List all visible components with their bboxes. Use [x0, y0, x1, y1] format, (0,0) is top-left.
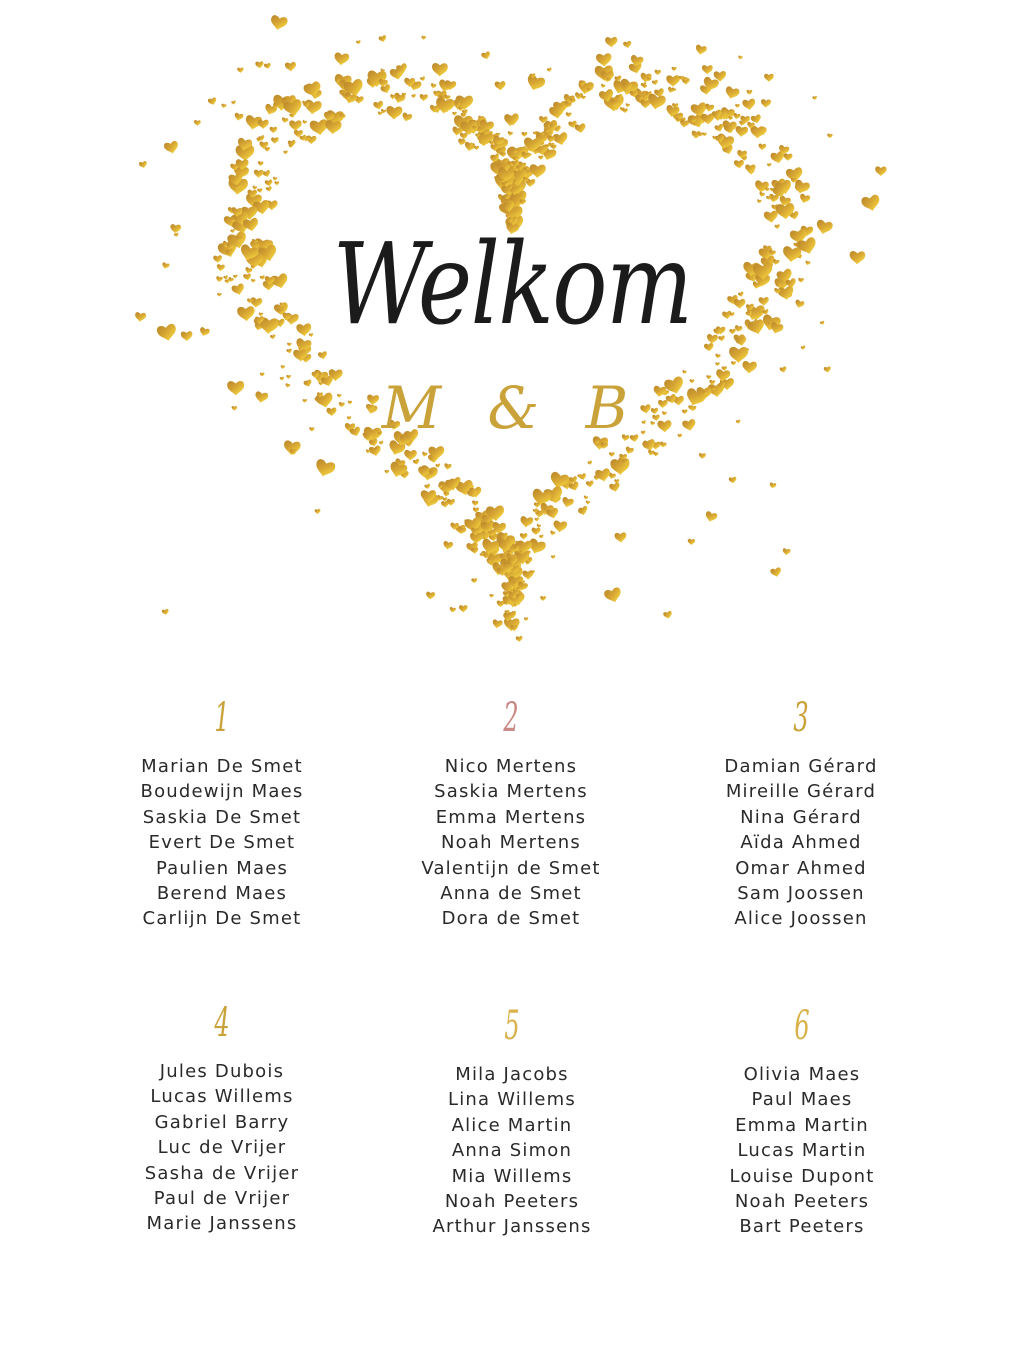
table-number: 6: [794, 1003, 810, 1049]
guest-name: Valentijn de Smet: [421, 857, 601, 879]
table-1: [72, 690, 372, 932]
table-6: [652, 998, 952, 1240]
guest-name: Lucas Willems: [150, 1086, 294, 1108]
table-4: [72, 995, 372, 1237]
guest-name: Evert De Smet: [148, 832, 296, 854]
guest-name: Mila Jacobs: [455, 1064, 569, 1085]
guest-name: Sam Joossen: [737, 882, 865, 904]
guest-name: Alice Martin: [451, 1114, 573, 1136]
guest-name: Paul Maes: [751, 1089, 853, 1111]
table-number: 2: [503, 695, 519, 741]
guest-name: Anna Simon: [451, 1140, 573, 1162]
guest-name: Lucas Martin: [737, 1140, 867, 1162]
table-number: 4: [214, 1000, 230, 1046]
guest-name: Luc de Vrijer: [157, 1137, 287, 1159]
guest-name: Saskia Mertens: [434, 781, 588, 803]
table-5: [362, 998, 662, 1240]
guest-name: Marie Janssens: [146, 1213, 298, 1235]
guest-name: Damian Gérard: [724, 756, 878, 777]
guest-name: Arthur Janssens: [432, 1216, 592, 1238]
guest-name: Noah Peeters: [444, 1190, 580, 1212]
guest-name: Bart Peeters: [739, 1216, 865, 1238]
guest-name: Jules Dubois: [159, 1061, 285, 1082]
guest-name: Emma Martin: [735, 1114, 869, 1136]
couple-initials: M & B: [381, 374, 643, 442]
guest-name: Noah Mertens: [441, 832, 581, 854]
table-number: 5: [504, 1003, 520, 1049]
guest-name: Paul de Vrijer: [153, 1187, 291, 1209]
welcome-title: Welkom: [332, 220, 692, 350]
table-3: [651, 690, 951, 932]
guest-name: Carlijn De Smet: [142, 908, 302, 930]
guest-name: Dora de Smet: [441, 908, 581, 930]
guest-name: Alice Joossen: [734, 908, 868, 930]
guest-name: Lina Willems: [448, 1089, 576, 1111]
guest-name: Berend Maes: [156, 882, 288, 904]
guest-name: Marian De Smet: [141, 756, 303, 777]
guest-name: Noah Peeters: [734, 1190, 870, 1212]
table-number: 3: [793, 695, 809, 741]
guest-name: Paulien Maes: [155, 857, 289, 879]
guest-name: Mia Willems: [451, 1165, 573, 1187]
guest-name: Gabriel Barry: [154, 1111, 290, 1133]
guest-name: Emma Mertens: [435, 806, 587, 828]
guest-name: Mireille Gérard: [725, 781, 877, 803]
table-2: [361, 690, 661, 932]
guest-name: Sasha de Vrijer: [144, 1162, 300, 1184]
guest-name: Anna de Smet: [440, 882, 582, 904]
guest-name: Nico Mertens: [444, 756, 578, 777]
guest-name: Saskia De Smet: [142, 806, 302, 828]
guest-name: Olivia Maes: [743, 1064, 861, 1085]
guest-name: Louise Dupont: [729, 1165, 875, 1187]
table-number: 1: [214, 695, 230, 741]
guest-name: Nina Gérard: [740, 806, 862, 828]
guest-name: Aïda Ahmed: [740, 832, 862, 854]
guest-name: Omar Ahmed: [735, 857, 867, 879]
guest-name: Boudewijn Maes: [140, 781, 304, 803]
